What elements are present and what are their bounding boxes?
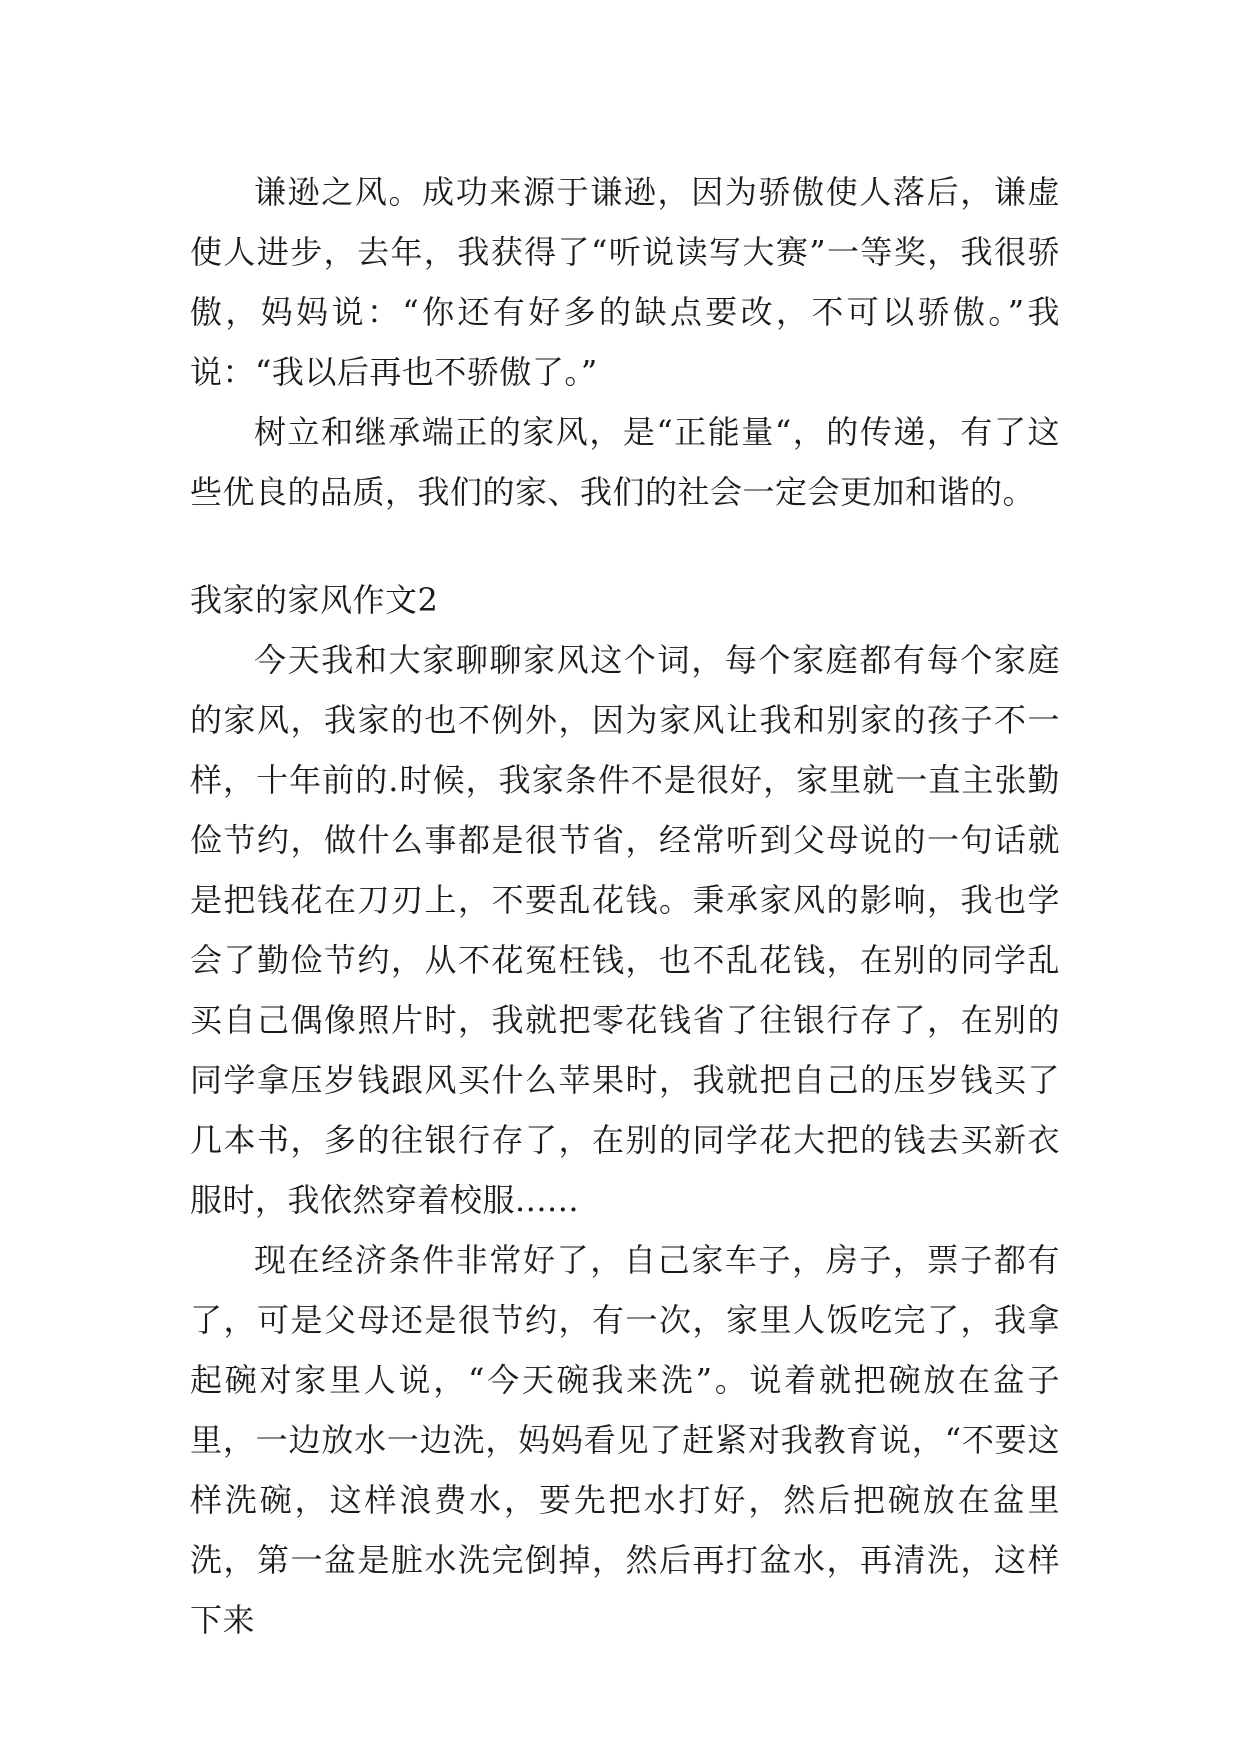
paragraph-thrift: 今天我和大家聊聊家风这个词，每个家庭都有每个家庭的家风，我家的也不例外，因为家风让我和别家的孩子不一样，十年前的.时候，我家条件不是很好，家里就一直主张勤俭节约，做什么事都是很节省，经常听到父母说的一句话就是把钱花在刀刃上，不要乱花钱。秉承家风的影响，我也学会了勤俭节约，从不花冤枉钱，也不乱花钱，在别的同学乱买自己偶像照片时，我就把零花钱省了往银行存了，在别的同学拿压岁钱跟风买什么苹果时，我就把自己的压岁钱买了几本书，多的往银行存了，在别的同学花大把的钱去买新衣服时，我依然穿着校服...... [190,641,1060,1219]
paragraph-modesty: 谦逊之风。成功来源于谦逊，因为骄傲使人落后，谦虚使人进步，去年，我获得了“听说读写大赛”一等奖，我很骄傲，妈妈说：“你还有好多的缺点要改，不可以骄傲。”我说：“我以后再也不骄傲了。” [190,173,1060,391]
paragraph-conclusion: 树立和继承端正的家风，是“正能量“，的传递，有了这些优良的品质，我们的家、我们的社会一定会更加和谐的。 [190,413,1060,511]
document-body [190,162,1060,1650]
section-title: 我家的家风作文2 [190,581,439,619]
paragraph-dishwashing: 现在经济条件非常好了，自己家车子，房子，票子都有了，可是父母还是很节约，有一次，家里人饭吃完了，我拿起碗对家里人说，“今天碗我来洗”。说着就把碗放在盆子里，一边放水一边洗，妈妈看见了赶紧对我教育说，“不要这样洗碗，这样浪费水，要先把水打好，然后把碗放在盆里洗，第一盆是脏水洗完倒掉，然后再打盆水，再清洗，这样下来 [190,1241,1060,1639]
